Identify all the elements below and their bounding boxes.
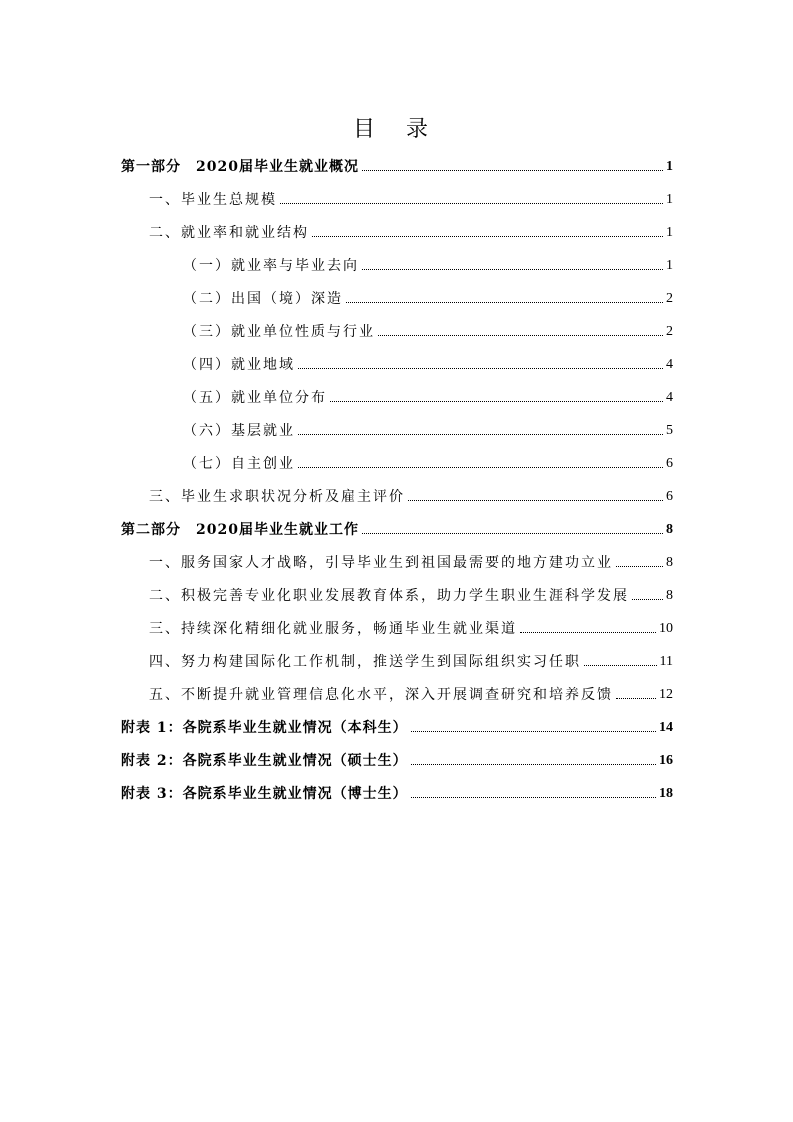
dot-leader	[362, 169, 663, 171]
toc-entry-label: 附表 2：各院系毕业生就业情况（硕士生）	[121, 753, 408, 769]
toc-entry[interactable]	[121, 777, 673, 803]
dot-leader	[616, 697, 656, 699]
toc-entry-label: （一）就业率与毕业去向	[183, 258, 359, 274]
toc-entry-label: （七）自主创业	[183, 456, 295, 472]
toc-entry-page-number: 6	[666, 489, 673, 504]
toc-entry[interactable]	[183, 249, 673, 275]
toc-entry-page-number: 6	[666, 456, 673, 471]
toc-entry[interactable]	[121, 711, 673, 737]
dot-leader	[584, 664, 657, 666]
toc-entry-page-number: 11	[659, 654, 673, 669]
dot-leader	[411, 796, 656, 798]
toc-entry-label: 三、持续深化精细化就业服务，畅通毕业生就业渠道	[149, 621, 517, 637]
toc-entry-page-number: 8	[666, 588, 673, 603]
toc-entry-page-number: 2	[666, 324, 673, 339]
toc-entry-page-number: 14	[659, 720, 673, 735]
toc-entry[interactable]	[183, 315, 673, 341]
toc-entry-label: （六）基层就业	[183, 423, 295, 439]
toc-entry[interactable]	[183, 348, 673, 374]
dot-leader	[312, 235, 663, 237]
toc-entry-page-number: 12	[659, 687, 673, 702]
toc-entry-page-number: 2	[666, 291, 673, 306]
toc-entry-page-number: 18	[659, 786, 673, 801]
toc-entry-label: 第一部分 2020届毕业生就业概况	[121, 159, 359, 175]
dot-leader	[520, 631, 656, 633]
dot-leader	[280, 202, 663, 204]
toc-entry-label: 附表 3：各院系毕业生就业情况（博士生）	[121, 786, 408, 802]
toc-entry-label: 一、毕业生总规模	[149, 192, 277, 208]
toc-entry-label: 第二部分 2020届毕业生就业工作	[121, 522, 359, 538]
dot-leader	[616, 565, 663, 567]
toc-entry-label: （二）出国（境）深造	[183, 291, 343, 307]
dot-leader	[411, 730, 656, 732]
toc-entry-page-number: 8	[666, 522, 673, 537]
toc-entry-label: 三、毕业生求职状况分析及雇主评价	[149, 489, 405, 505]
toc-entry-page-number: 10	[659, 621, 673, 636]
toc-entry-page-number: 4	[666, 390, 673, 405]
toc-entry[interactable]	[149, 183, 673, 209]
toc-entry-label: 五、不断提升就业管理信息化水平，深入开展调查研究和培养反馈	[149, 687, 613, 703]
dot-leader	[408, 499, 663, 501]
toc-entry-label: 附表 1：各院系毕业生就业情况（本科生）	[121, 720, 408, 736]
toc-entry-label: （四）就业地域	[183, 357, 295, 373]
dot-leader	[378, 334, 663, 336]
dot-leader	[411, 763, 656, 765]
toc-entry[interactable]	[121, 744, 673, 770]
toc-entry-page-number: 4	[666, 357, 673, 372]
dot-leader	[298, 433, 663, 435]
toc-entry[interactable]	[183, 282, 673, 308]
toc-entry[interactable]	[149, 546, 673, 572]
toc-entry-label: （五）就业单位分布	[183, 390, 327, 406]
toc-entry-label: 四、努力构建国际化工作机制，推送学生到国际组织实习任职	[149, 654, 581, 670]
dot-leader	[362, 532, 663, 534]
toc-entry[interactable]	[149, 645, 673, 671]
toc-entry[interactable]	[183, 414, 673, 440]
toc-entry-page-number: 1	[666, 159, 673, 174]
toc-entry[interactable]	[149, 678, 673, 704]
toc-entry-page-number: 1	[666, 258, 673, 273]
dot-leader	[632, 598, 663, 600]
toc-title: 目 录	[353, 117, 440, 142]
dot-leader	[346, 301, 663, 303]
dot-leader	[298, 367, 663, 369]
toc-entry-label: 二、积极完善专业化职业发展教育体系，助力学生职业生涯科学发展	[149, 588, 629, 604]
toc-entry[interactable]	[183, 447, 673, 473]
toc-entry[interactable]	[149, 480, 673, 506]
toc-entry-label: 二、就业率和就业结构	[149, 225, 309, 241]
toc-entry[interactable]	[149, 612, 673, 638]
toc-entry-page-number: 8	[666, 555, 673, 570]
toc-entry-page-number: 5	[666, 423, 673, 438]
dot-leader	[362, 268, 663, 270]
dot-leader	[330, 400, 663, 402]
toc-entry-label: 一、服务国家人才战略，引导毕业生到祖国最需要的地方建功立业	[149, 555, 613, 571]
toc-entry[interactable]	[121, 150, 673, 176]
dot-leader	[298, 466, 663, 468]
toc-entry-label: （三）就业单位性质与行业	[183, 324, 375, 340]
toc-entry-page-number: 1	[666, 225, 673, 240]
toc-entry-page-number: 1	[666, 192, 673, 207]
toc-entry[interactable]	[121, 513, 673, 539]
toc-entry[interactable]	[149, 579, 673, 605]
toc-entry[interactable]	[183, 381, 673, 407]
toc-entry[interactable]	[149, 216, 673, 242]
toc-entry-page-number: 16	[659, 753, 673, 768]
